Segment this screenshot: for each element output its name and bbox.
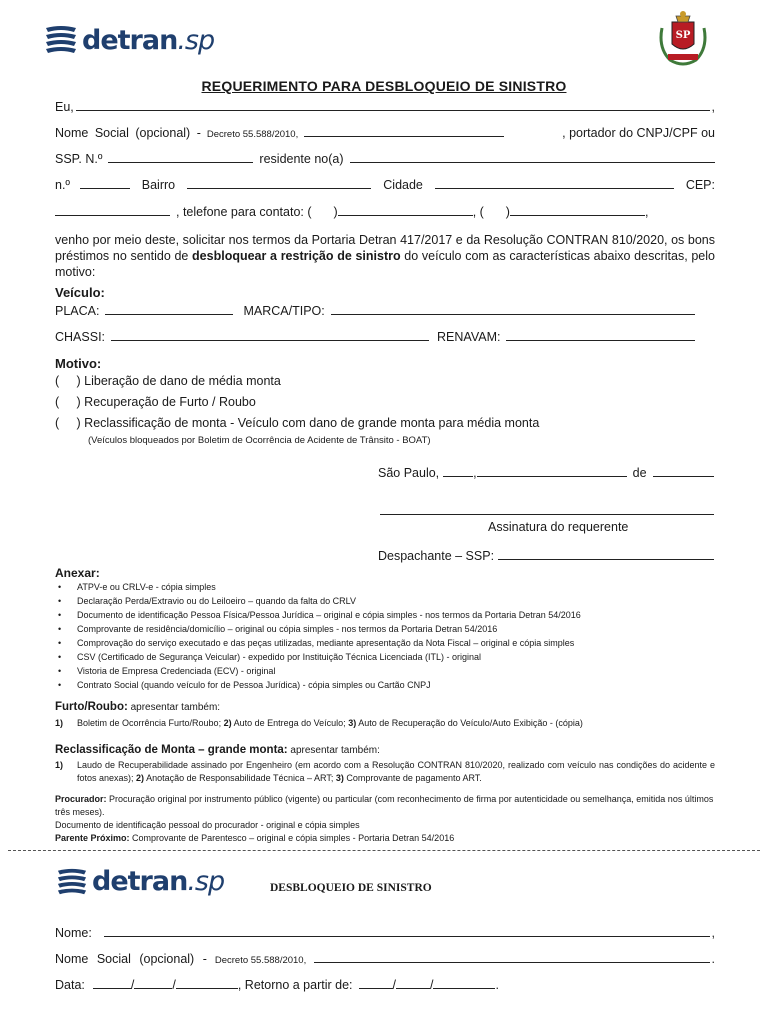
phone-field-1[interactable] <box>338 205 473 216</box>
logo-main-text: detran <box>82 24 178 56</box>
stub-month-field[interactable] <box>134 978 172 989</box>
social-name-label: Nome Social (opcional) - <box>55 126 201 140</box>
chassi-label: CHASSI: <box>55 330 106 344</box>
day-field[interactable] <box>443 466 473 477</box>
detran-logo-mark-icon <box>56 867 88 897</box>
ssp-field[interactable] <box>108 152 253 163</box>
numero-label: n.º <box>55 178 70 192</box>
stub-retorno-year-field[interactable] <box>433 978 495 989</box>
despachante-field[interactable] <box>498 549 714 560</box>
stub-retorno-month-field[interactable] <box>396 978 430 989</box>
placa-field[interactable] <box>105 304 233 315</box>
signature-label: Assinatura do requerente <box>488 520 629 534</box>
chassi-field[interactable] <box>111 330 429 341</box>
reclass-heading: Reclassificação de Monta – grande monta: apresentar também: <box>55 744 380 756</box>
cut-line <box>8 850 760 851</box>
sao-paulo-seal-icon <box>656 8 710 68</box>
svg-text:SP: SP <box>675 30 691 41</box>
list-item: • CSV (Certificado de Segurança Veicular) - expedido por Instituição Técnica Licenciada (ITL) - original <box>55 650 720 664</box>
cep-field[interactable] <box>55 205 170 216</box>
bairro-label: Bairro <box>141 178 176 192</box>
list-item: • Vistoria de Empresa Credenciada (ECV) - original <box>55 664 720 678</box>
city-label: São Paulo, <box>378 466 440 480</box>
stub-retorno-label: , Retorno a partir de: <box>237 978 353 992</box>
logo-suffix-text: .sp <box>177 24 215 56</box>
date-place-row: São Paulo, , de <box>378 466 714 480</box>
marca-label: MARCA/TIPO: <box>243 304 325 318</box>
stub-social-label: Nome Social (opcional) - <box>55 952 207 966</box>
numero-field[interactable] <box>80 178 130 189</box>
month-field[interactable] <box>477 466 627 477</box>
stub-title: DESBLOQUEIO DE SINISTRO <box>270 882 432 894</box>
residente-label: residente no(a) <box>259 152 344 166</box>
vehicle-heading: Veículo: <box>55 285 105 300</box>
social-name-row <box>55 126 715 140</box>
cnpj-label: , portador do CNPJ/CPF ou <box>562 126 715 140</box>
cidade-field[interactable] <box>435 178 674 189</box>
motivo-option-1[interactable]: ( ) Liberação de dano de média monta <box>55 374 281 388</box>
eu-label: Eu, <box>55 100 74 114</box>
address-details-row <box>55 178 715 192</box>
phone-row: , telefone para contato: ( ) , ( ) , <box>55 205 715 219</box>
reclass-item: 1) Laudo de Recuperabilidade assinado por Engenheiro (em acordo com a Resolução CONTRAN 810/2020, realizado com veículo nas condições do acidente e fotos anexas); 2) Anotação de Responsabilidade Técnica – ART; 3) Comprovante de pagamento ART. <box>55 760 715 783</box>
motivo-option-2[interactable]: ( ) Recuperação de Furto / Roubo <box>55 395 256 409</box>
motivo-heading: Motivo: <box>55 356 102 371</box>
ssp-label: SSP. N.º <box>55 152 103 166</box>
stub-date-label: Data: <box>55 978 85 992</box>
motivo-note: (Veículos bloqueados por Boletim de Ocorrência de Acidente de Trânsito - BOAT) <box>88 435 431 446</box>
list-item: • Documento de identificação Pessoa Física/Pessoa Jurídica – original e cópia simples - nos termos da Portaria Detran 54/2016 <box>55 608 720 622</box>
request-paragraph: venho por meio deste, solicitar nos termos da Portaria Detran 417/2017 e da Resolução CONTRAN 810/2020, os bons préstimos no sentido de desbloquear a restrição de sinistro do veículo com as características abaixo descritas, pelo motivo: <box>55 233 715 279</box>
ssp-row <box>55 152 715 166</box>
eu-row: Eu, , <box>55 100 715 114</box>
renavam-label: RENAVAM: <box>437 330 501 344</box>
detran-logo-mark-icon <box>44 24 78 56</box>
stub-name-row: Nome: , <box>55 926 715 940</box>
request-emphasis: desbloquear a restrição de sinistro <box>192 249 401 263</box>
motivo-option-3[interactable]: ( ) Reclassificação de monta - Veículo com dano de grande monta para média monta <box>55 416 540 430</box>
stub-name-field[interactable] <box>104 926 710 937</box>
detran-logo <box>44 24 214 56</box>
despachante-label: Despachante – SSP: <box>378 549 495 563</box>
address-field[interactable] <box>350 152 716 163</box>
chassi-row <box>55 330 695 344</box>
placa-row <box>55 304 695 318</box>
phone-label: , telefone para contato: ( <box>176 205 312 219</box>
renavam-field[interactable] <box>506 330 695 341</box>
stub-name-label: Nome: <box>55 926 92 940</box>
phone-field-2[interactable] <box>510 205 645 216</box>
name-field[interactable] <box>76 100 710 111</box>
list-item: • ATPV-e ou CRLV-e - cópia simples <box>55 580 720 594</box>
stub-date-row: Data: / / , Retorno a partir de: / / . <box>55 978 499 992</box>
stub-social-decree: Decreto 55.588/2010, <box>214 955 307 966</box>
bairro-field[interactable] <box>187 178 371 189</box>
anexar-heading: Anexar: <box>55 566 100 580</box>
stub-retorno-day-field[interactable] <box>359 978 393 989</box>
form-title: REQUERIMENTO PARA DESBLOQUEIO DE SINISTRO <box>201 78 567 94</box>
signature-line[interactable] <box>380 514 714 515</box>
social-name-field[interactable] <box>304 126 504 137</box>
list-item: • Declaração Perda/Extravio ou do Leiloeiro – quando da falta do CRLV <box>55 594 720 608</box>
anexar-list <box>55 580 720 692</box>
stub-day-field[interactable] <box>93 978 131 989</box>
social-decree: Decreto 55.588/2010, <box>206 129 299 140</box>
list-item: • Comprovação do serviço executado e das peças utilizadas, mediante apresentação da Nota Fiscal – original e cópia simples <box>55 636 720 650</box>
despachante-row <box>378 549 714 563</box>
furto-heading: Furto/Roubo: apresentar também: <box>55 701 221 713</box>
stub-social-row: Nome Social (opcional) - Decreto 55.588/2010, . <box>55 952 715 966</box>
year-field[interactable] <box>653 466 714 477</box>
procurador-note: Procurador: Procuração original por instrumento público (vigente) ou particular (com reconhecimento de firma por autenticidade ou semelhança, emitida nos últimos três meses). Documento de identificação pessoal do procurador - original e cópia simples Parente Próximo: Comprovante de Parentesco – original e cópia simples - Portaria Detran 54/2016 <box>55 794 714 843</box>
stub-social-field[interactable] <box>314 952 709 963</box>
list-item: • Comprovante de residência/domicílio – original ou cópia simples - nos termos da Portaria Detran 54/2016 <box>55 622 720 636</box>
de-label: de <box>632 466 647 480</box>
cep-label: CEP: <box>685 178 715 192</box>
detran-logo-stub: detran.sp <box>56 866 224 897</box>
stub-year-field[interactable] <box>176 978 238 989</box>
furto-item: 1) Boletim de Ocorrência Furto/Roubo; 2) Auto de Entrega do Veículo; 3) Auto de Recuperação do Veículo/Auto Exibição - (cópia) <box>55 718 583 728</box>
placa-label: PLACA: <box>55 304 100 318</box>
list-item: • Contrato Social (quando veículo for de Pessoa Jurídica) - cópia simples ou Cartão CNPJ <box>55 678 720 692</box>
marca-field[interactable] <box>331 304 695 315</box>
cidade-label: Cidade <box>383 178 423 192</box>
